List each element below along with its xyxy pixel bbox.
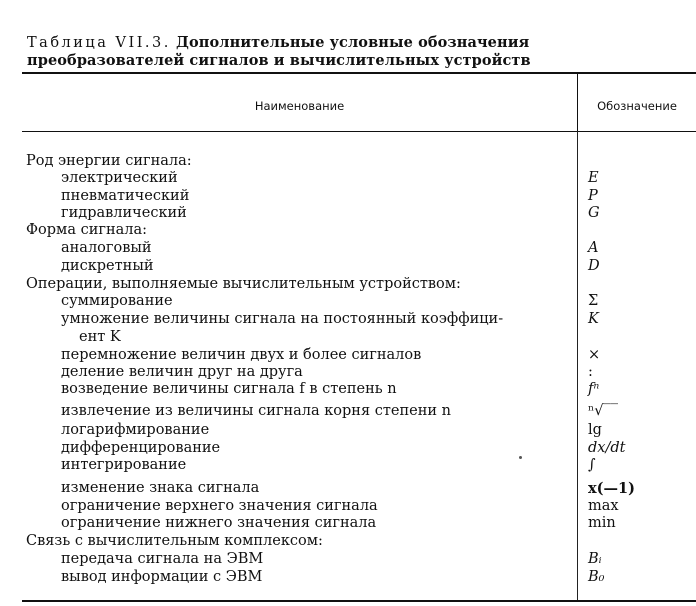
table-title-line1: Дополнительные условные обозначения (176, 34, 530, 51)
row-text: изменение знака сигнала (61, 480, 260, 496)
row-symbol: x(—1) (588, 480, 635, 497)
row-text: перемножение величин двух и более сигналов (61, 347, 422, 363)
row-text: Форма сигнала: (26, 222, 148, 238)
column-header-symbol: Обозначение (597, 99, 677, 113)
row-text: умножение величины сигнала на постоянный коэффици- (61, 311, 504, 327)
row-text: электрический (61, 170, 178, 186)
print-speck (519, 456, 522, 459)
table-row (0, 480, 696, 497)
row-symbol: K (588, 311, 599, 327)
bottom-rule (22, 600, 696, 602)
row-symbol: fⁿ (588, 381, 600, 397)
table-row (0, 498, 696, 515)
row-text: суммирование (61, 293, 173, 309)
table-row (0, 293, 696, 310)
row-symbol: Σ (588, 293, 599, 309)
row-symbol: lg (588, 422, 602, 438)
row-symbol: min (588, 515, 616, 531)
table-row (0, 364, 696, 381)
table-row (0, 258, 696, 275)
table-row (0, 457, 696, 474)
row-text: ограничение верхнего значения сигнала (61, 498, 378, 514)
table-row (0, 276, 696, 293)
table-row (0, 329, 696, 346)
row-text: ограничение нижнего значения сигнала (61, 515, 377, 531)
row-text: Операции, выполняемые вычислительным устройством: (26, 276, 461, 292)
row-text: возведение величины сигнала f в степень n (61, 381, 397, 397)
row-symbol: × (588, 347, 601, 363)
table-row (0, 551, 696, 568)
row-symbol: max (588, 498, 619, 514)
row-text: интегрирование (61, 457, 187, 473)
row-text: пневматический (61, 188, 190, 204)
row-symbol: dx/dt (588, 440, 626, 456)
table-label: Таблица VII.3. (27, 35, 171, 51)
header-rule (22, 131, 696, 132)
row-text: Связь с вычислительным комплексом: (26, 533, 323, 549)
row-symbol: E (588, 170, 599, 186)
row-symbol: P (588, 188, 598, 204)
row-text: аналоговый (61, 240, 152, 256)
row-text: гидравлический (61, 205, 187, 221)
row-symbol: ∫ (588, 457, 596, 473)
row-text: дискретный (61, 258, 154, 274)
column-header-name: Наименование (254, 99, 345, 113)
table-row (0, 381, 696, 398)
table-row (0, 347, 696, 364)
table-row (0, 569, 696, 586)
table-title-line2: преобразователей сигналов и вычислительных устройств (27, 52, 531, 69)
row-text: Род энергии сигнала: (26, 153, 192, 169)
top-rule (22, 72, 696, 74)
table-row (0, 440, 696, 457)
row-text: ент K (79, 329, 121, 345)
row-text: извлечение из величины сигнала корня степени n (61, 403, 451, 419)
row-symbol: Bᵢ (588, 551, 602, 567)
table-row (0, 311, 696, 328)
table-row (0, 188, 696, 205)
row-text: логарифмирование (61, 422, 210, 438)
table-row (0, 205, 696, 222)
table-caption (27, 34, 677, 69)
table-row (0, 240, 696, 257)
table-row (0, 222, 696, 239)
row-symbol: ⁿ√‾‾ (588, 403, 619, 419)
row-symbol: D (588, 258, 600, 274)
table-row (0, 422, 696, 439)
table-row (0, 533, 696, 550)
table-row (0, 403, 696, 420)
row-text: вывод информации с ЭВМ (61, 569, 263, 585)
table-row (0, 515, 696, 532)
table-row (0, 170, 696, 187)
row-text: дифференцирование (61, 440, 221, 456)
row-symbol: : (588, 364, 593, 380)
row-symbol: G (588, 205, 600, 221)
row-symbol: A (588, 240, 599, 256)
table-row (0, 153, 696, 170)
row-text: передача сигнала на ЭВМ (61, 551, 264, 567)
row-text: деление величин друг на друга (61, 364, 303, 380)
row-symbol: B₀ (588, 569, 605, 585)
